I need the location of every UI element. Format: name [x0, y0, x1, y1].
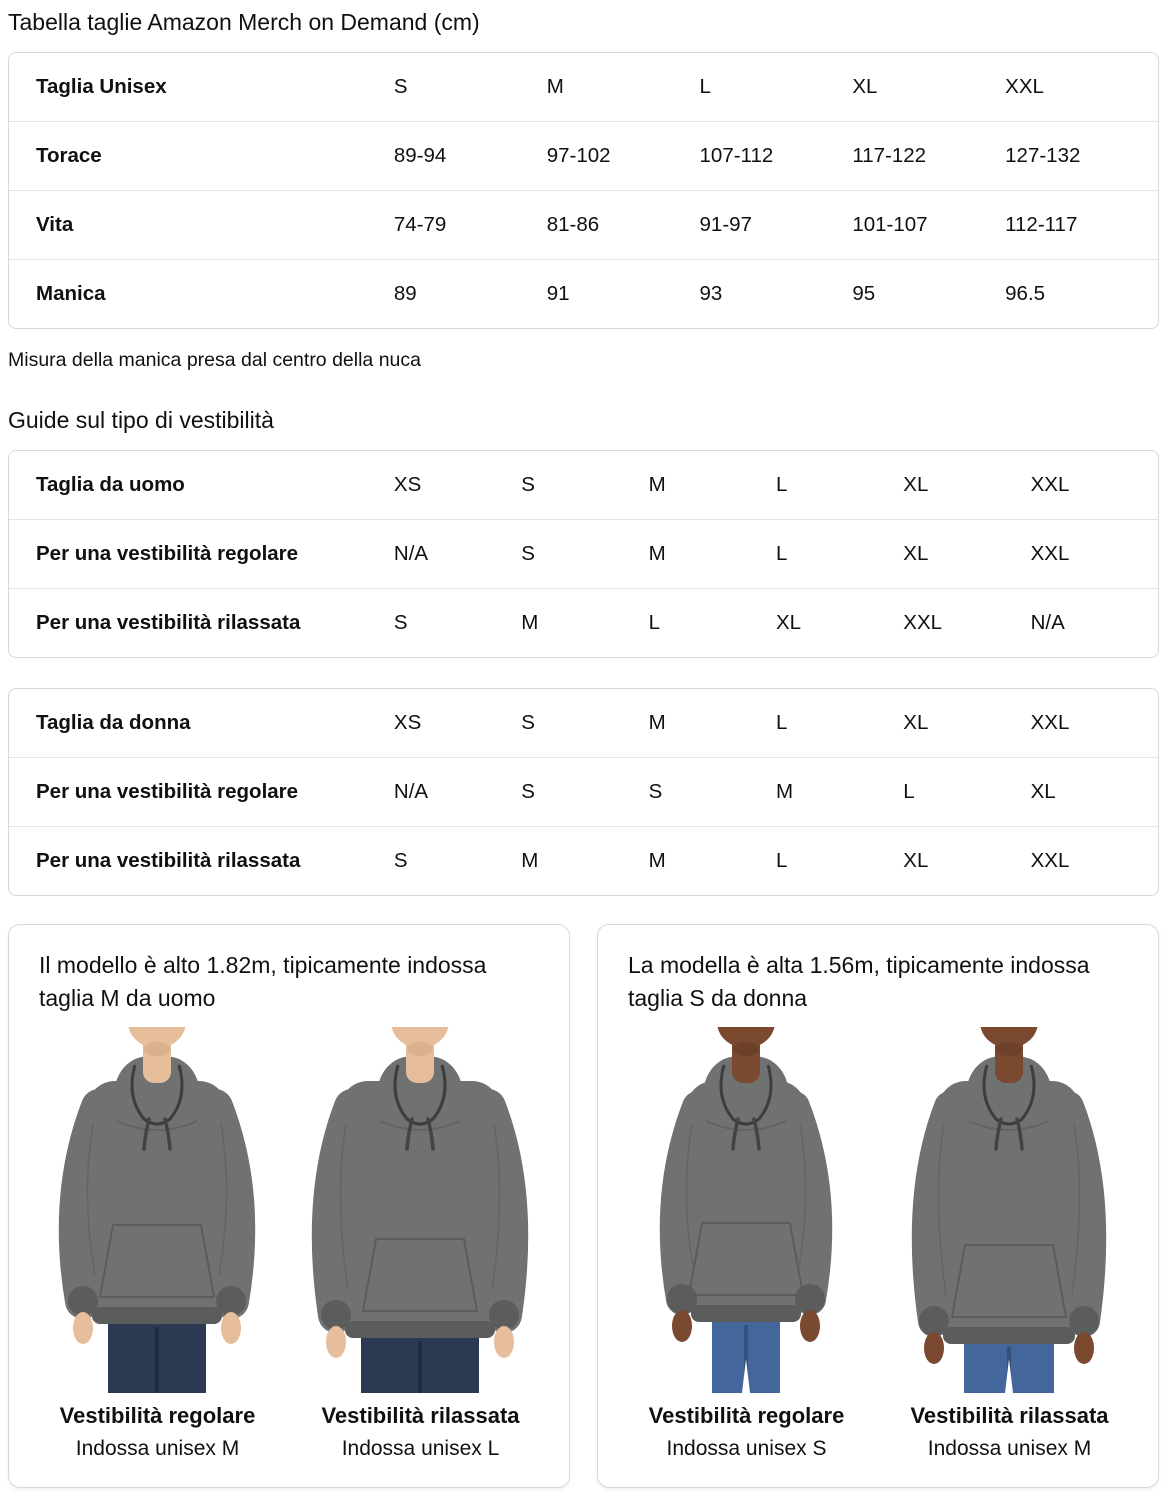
size-cell: S [394, 827, 521, 896]
fit-guide-heading: Guide sul tipo di vestibilità [8, 407, 274, 433]
size-cell: S [521, 520, 648, 589]
size-cell: XL [903, 520, 1030, 589]
size-cell: L [776, 827, 903, 896]
fit-label: Vestibilità rilassata [910, 1403, 1109, 1428]
size-cell: L [903, 758, 1030, 827]
row-label: Taglia da uomo [36, 473, 185, 496]
female-model-card [597, 924, 1159, 1488]
male-model-figure-relaxed [298, 1027, 543, 1461]
size-cell: 95 [852, 260, 1005, 329]
size-cell: M [776, 758, 903, 827]
size-cell: XS [393, 711, 422, 734]
size-cell: M [648, 473, 666, 496]
row-label: Taglia da donna [36, 711, 191, 734]
model-photo [624, 1027, 869, 1393]
size-cell: XL [852, 75, 878, 98]
table-header-row [9, 451, 1158, 520]
size-cell: XXL [1030, 711, 1070, 734]
model-cards [8, 924, 1159, 1488]
size-cell: M [521, 589, 648, 658]
size-cell: M [521, 827, 648, 896]
size-cell: S [394, 589, 521, 658]
size-cell: M [648, 711, 666, 734]
size-cell: M [546, 75, 564, 98]
row-label: Manica [9, 260, 394, 329]
model-photo [887, 1027, 1132, 1393]
size-cell: XXL [1005, 75, 1044, 98]
size-cell: N/A [394, 520, 521, 589]
size-cell: S [521, 758, 648, 827]
size-cell: S [521, 711, 535, 734]
size-cell: L [776, 520, 903, 589]
row-label: Vita [9, 191, 394, 260]
women-fit-table [8, 688, 1159, 896]
size-cell: M [649, 520, 776, 589]
size-cell: L [775, 473, 788, 496]
size-cell: 97-102 [547, 122, 700, 191]
size-cell: 74-79 [394, 191, 547, 260]
size-table [9, 53, 1158, 328]
size-cell: L [699, 75, 711, 98]
size-cell: 112-117 [1005, 191, 1158, 260]
row-label: Per una vestibilità regolare [9, 758, 394, 827]
size-cell: S [649, 758, 776, 827]
size-cell: 89-94 [394, 122, 547, 191]
sleeve-footnote: Misura della manica presa dal centro della nuca [8, 349, 421, 371]
table-row [9, 520, 1158, 589]
size-cell: 127-132 [1005, 122, 1158, 191]
unisex-size-table [8, 52, 1159, 329]
male-figures [29, 1027, 549, 1461]
size-cell: XL [903, 827, 1030, 896]
size-cell: XS [393, 473, 422, 496]
size-cell: 93 [700, 260, 853, 329]
row-label: Per una vestibilità regolare [9, 520, 394, 589]
table-row [9, 827, 1158, 896]
table-row [9, 191, 1158, 260]
wears-label: Indossa unisex L [341, 1437, 500, 1460]
size-cell: 107-112 [700, 122, 853, 191]
size-cell: XL [903, 473, 929, 496]
size-table [9, 451, 1158, 657]
size-cell: L [775, 711, 788, 734]
male-card-heading: Il modello è alto 1.82m, tipicamente indossa taglia M da uomo [39, 952, 487, 1011]
table-row [9, 589, 1158, 658]
table-header-row [9, 53, 1158, 122]
size-cell: N/A [394, 758, 521, 827]
size-cell: L [649, 589, 776, 658]
size-cell: 81-86 [547, 191, 700, 260]
size-cell: S [393, 75, 408, 98]
fit-label: Vestibilità regolare [59, 1403, 256, 1428]
page-title: Tabella taglie Amazon Merch on Demand (cm) [8, 9, 480, 35]
table-row [9, 122, 1158, 191]
model-photo [298, 1027, 543, 1393]
size-cell: 91-97 [700, 191, 853, 260]
wears-label: Indossa unisex S [666, 1437, 827, 1460]
model-photo [35, 1027, 280, 1393]
size-cell: XL [776, 589, 903, 658]
male-model-figure-regular [35, 1027, 280, 1461]
male-model-card [8, 924, 570, 1488]
row-label: Per una vestibilità rilassata [9, 589, 394, 658]
size-cell: XXL [903, 589, 1030, 658]
men-fit-table [8, 450, 1159, 658]
female-model-figure-regular [624, 1027, 869, 1461]
wears-label: Indossa unisex M [927, 1437, 1092, 1460]
size-cell: 101-107 [852, 191, 1005, 260]
size-cell: XL [1031, 758, 1158, 827]
size-cell: 89 [394, 260, 547, 329]
size-table [9, 689, 1158, 895]
size-cell: XXL [1030, 473, 1070, 496]
size-cell: XXL [1031, 520, 1158, 589]
table-row [9, 758, 1158, 827]
female-figures [618, 1027, 1138, 1461]
wears-label: Indossa unisex M [75, 1437, 240, 1460]
size-cell: N/A [1031, 589, 1158, 658]
size-cell: 117-122 [852, 122, 1005, 191]
fit-label: Vestibilità rilassata [321, 1403, 520, 1428]
size-cell: M [649, 827, 776, 896]
row-label: Per una vestibilità rilassata [9, 827, 394, 896]
size-cell: XXL [1031, 827, 1158, 896]
female-card-heading: La modella è alta 1.56m, tipicamente indossa taglia S da donna [628, 952, 1090, 1011]
table-header-row [9, 689, 1158, 758]
size-cell: S [521, 473, 535, 496]
row-label: Taglia Unisex [36, 75, 167, 98]
size-cell: XL [903, 711, 929, 734]
fit-label: Vestibilità regolare [648, 1403, 845, 1428]
size-cell: 91 [547, 260, 700, 329]
table-row [9, 260, 1158, 329]
row-label: Torace [9, 122, 394, 191]
size-cell: 96.5 [1005, 260, 1158, 329]
female-model-figure-relaxed [887, 1027, 1132, 1461]
